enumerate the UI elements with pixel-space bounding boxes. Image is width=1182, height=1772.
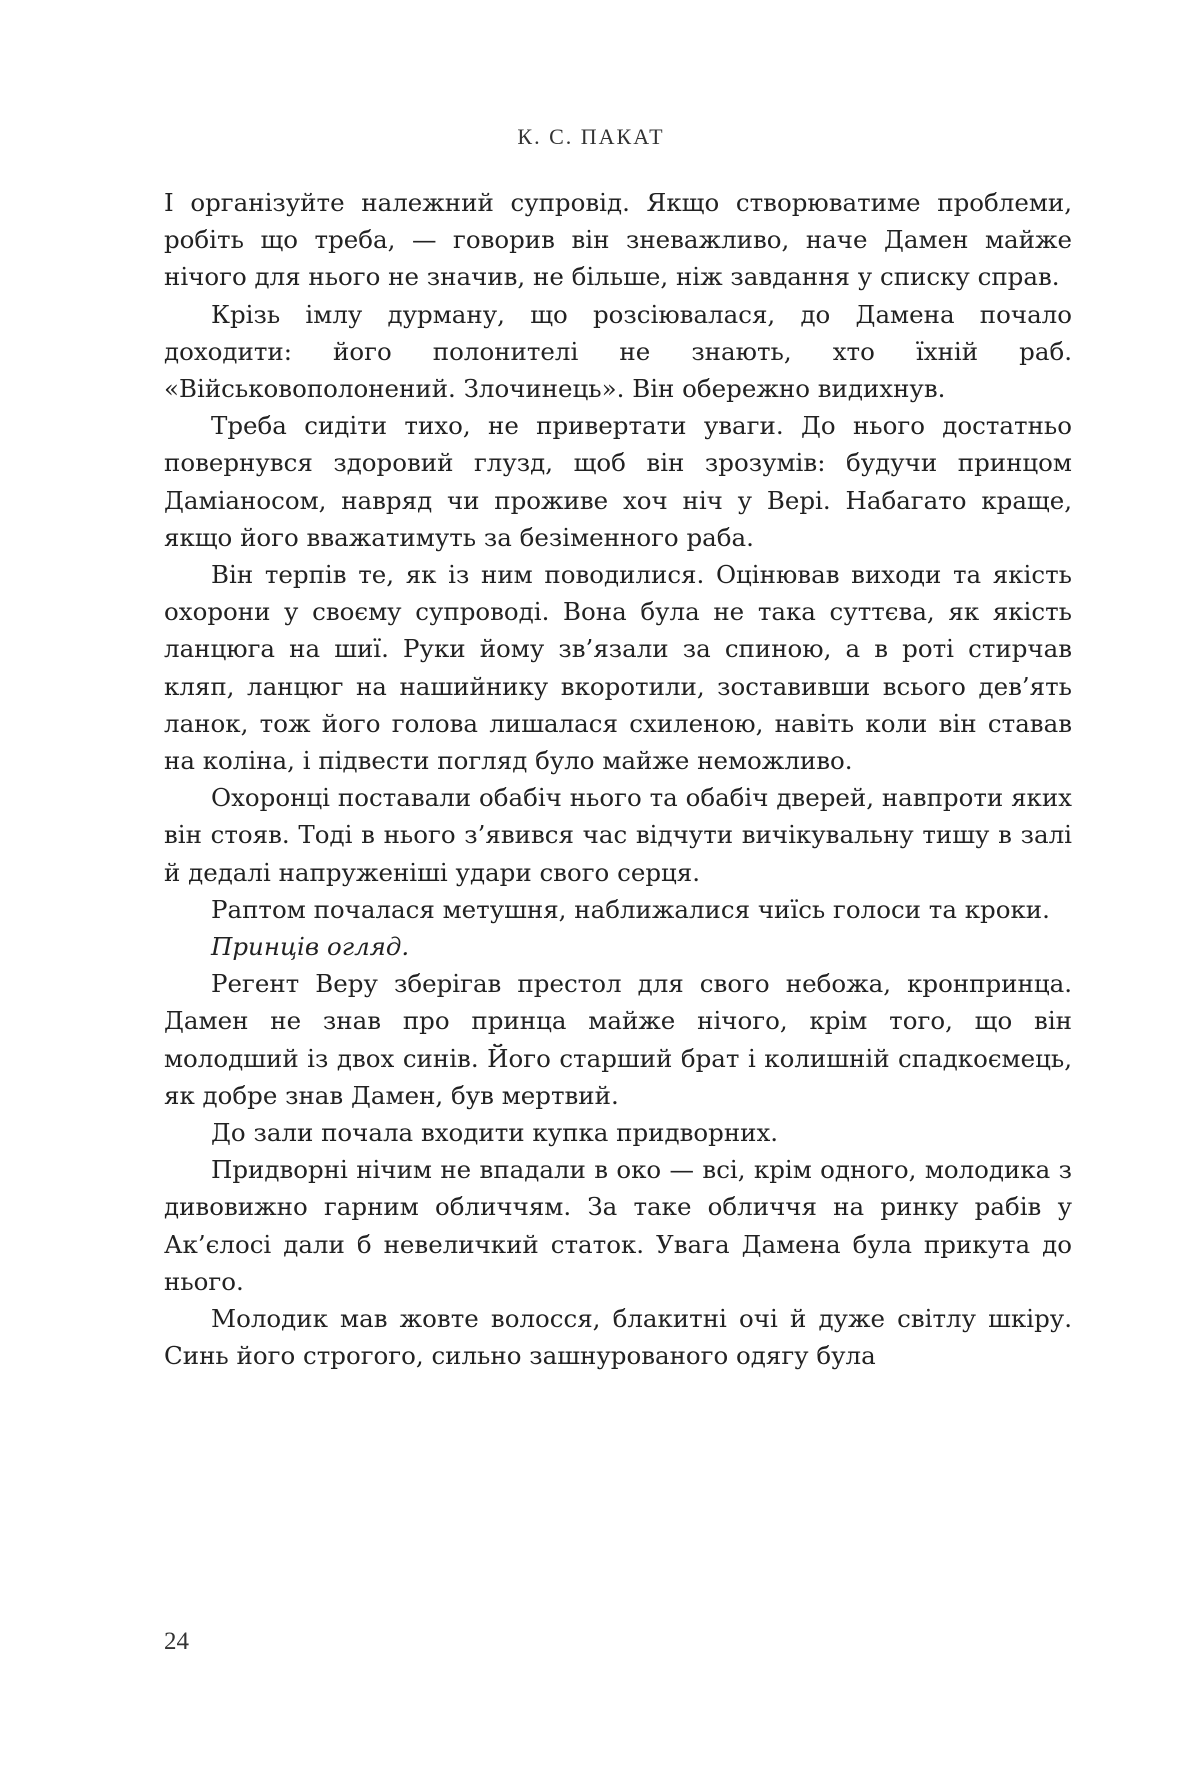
paragraph: Регент Веру зберігав престол для свого небожа, кронпринца. Дамен не знав про принца майже нічого, крім того, що він молодший із двох синів. Його старший брат і колишній спадкоємець, як добре знав Дамен, був мертвий. [164,969,1072,1110]
page-number: 24 [164,1628,189,1655]
paragraph: Треба сидіти тихо, не привертати уваги. До нього достатньо повернувся здоровий глузд, щоб він зрозумів: будучи принцом Даміаносом, навряд чи проживе хоч ніч у Вері. Набагато краще, якщо його вважатимуть за безіменного раба. [164,411,1072,552]
paragraph: До зали почала входити купка придворних. [211,1118,779,1148]
paragraph: Раптом почалася метушня, наближалися чиїсь голоси та кроки. [211,894,1050,924]
paragraph: І організуйте належний супровід. Якщо створюватиме проблеми, робіть що треба, — говорив він зневажливо, наче Дамен майже нічого для нього не значив, не більше, ніж завдання у списку справ. [164,188,1072,292]
paragraph: Він терпів те, як із ним поводилися. Оцінював виходи та якість охорони у своєму супроводі. Вона була не така суттєва, як якість ланцюга на шиї. Руки йому зв’язали за спиною, а в роті стирчав кляп, ланцюг на нашийнику вкоротили, зоставивши всього дев’ять ланок, тож його голова лишалася схиленою, навіть коли він ставав на коліна, і підвести погляд було майже неможливо. [164,560,1072,776]
body-text [164,184,1072,1375]
paragraph: Крізь імлу дурману, що розсіювалася, до Дамена почало доходити: його полонителі не знають, хто їхній раб. «Військовополонений. Злочинець». Він обережно видихнув. [164,299,1072,404]
paragraph: Молодик мав жовте волосся, блакитні очі й дуже світлу шкіру. Синь його строгого, сильно зашнурованого одягу була [164,1304,1072,1371]
paragraph: Придворні нічим не впадали в око — всі, крім одного, молодика з дивовижно гарним обличчям. За таке обличчя на ринку рабів у Ак’єлосі дали б невеличкий статок. Увага Дамена була прикута до нього. [164,1155,1072,1296]
running-header: К. С. ПАКАТ [517,124,665,149]
paragraph: Охоронці поставали обабіч нього та обабіч дверей, навпроти яких він стояв. Тоді в нього з’явився час відчути вичікувальну тишу в залі й дедалі напруженіші удари свого серця. [164,783,1072,887]
italic-heading: Принців огляд. [211,932,410,962]
